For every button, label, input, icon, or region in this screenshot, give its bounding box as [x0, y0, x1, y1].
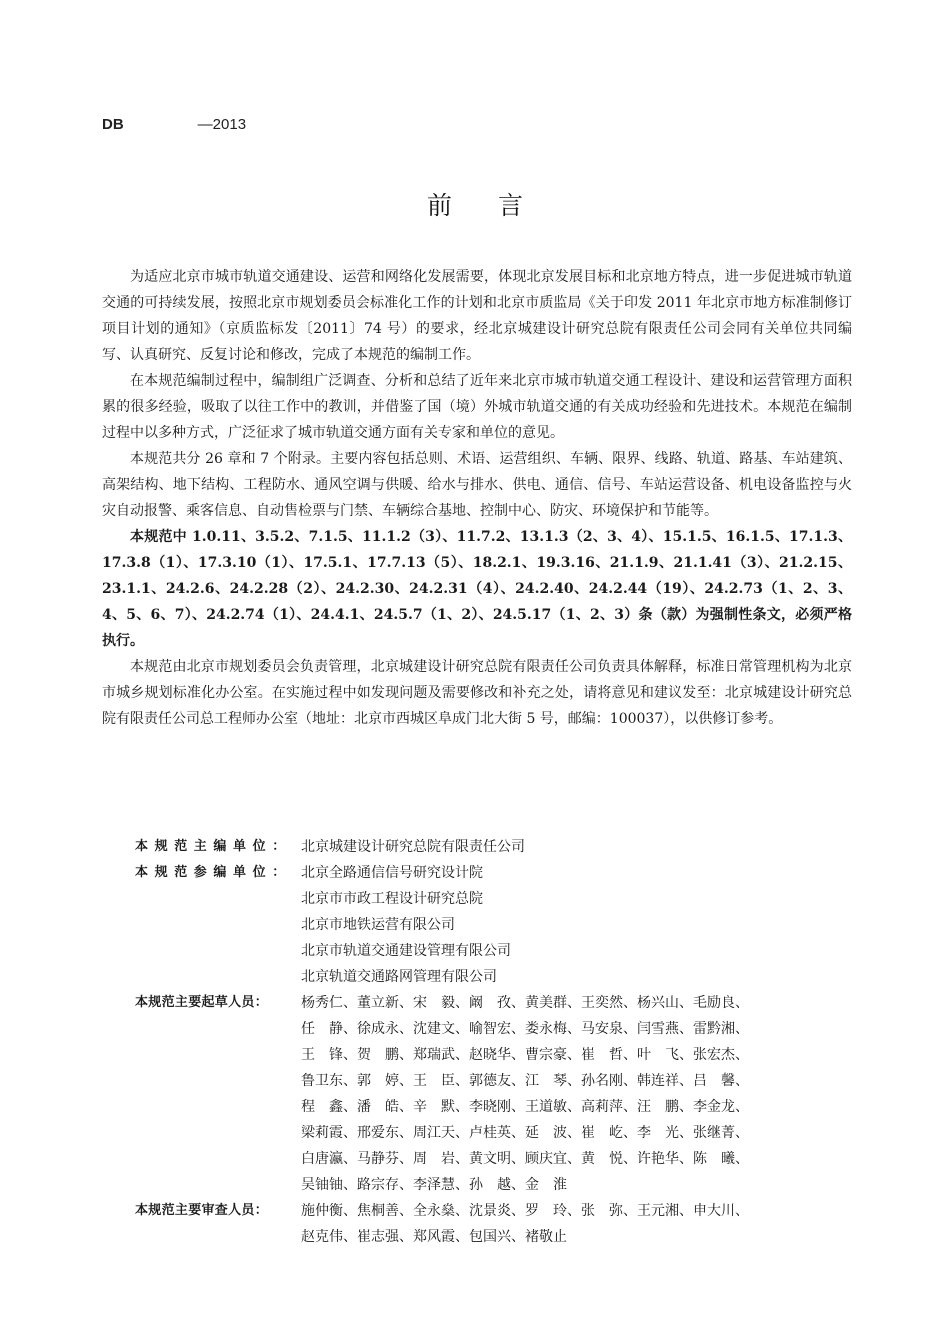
drafters-value [301, 990, 852, 1198]
preface-body [102, 264, 852, 732]
standard-year: —2013 [197, 116, 247, 133]
paragraph-purpose: 为适应北京市城市轨道交通建设、运营和网络化发展需要，体现北京发展目标和北京地方特点，进一步促进城市轨道交通的可持续发展，按照北京市规划委员会标准化工作的计划和北京市质监局《关于印发 2011 年北京市地方标准制修订项目计划的通知》（京质监标发〔2011〕74 号）的要求，经北京城建设计研究总院有限责任公司会同有关单位共同编写、认真研究、反复讨论和修改，完成了本规范的编制工作。 [102, 269, 852, 363]
paragraph-contents: 本规范共分 26 章和 7 个附录。主要内容包括总则、术语、运营组织、车辆、限界、线路、轨道、路基、车站建筑、高架结构、地下结构、工程防水、通风空调与供暖、给水与排水、供电、通信、信号、车站运营设备、机电设备监控与火灾自动报警、乘客信息、自动售检票与门禁、车辆综合基地、控制中心、防灾、环境保护和节能等。 [102, 451, 852, 519]
page-header [102, 116, 246, 133]
page-title: 前言 [426, 191, 569, 220]
drafters-label: 本规范主要起草人员： [135, 995, 269, 1010]
paragraph-management: 本规范由北京市规划委员会负责管理，北京城建设计研究总院有限责任公司负责具体解释，标准日常管理机构为北京市城乡规划标准化办公室。在实施过程中如发现问题及需要修改和补充之处，请将意见和建议发至：北京城建设计研究总院有限责任公司总工程师办公室（地址：北京市西城区阜成门北大街 5 号，邮编：100037），以供修订参考。 [102, 659, 852, 727]
reviewers-line: 施仲衡、焦桐善、全永燊、沈景炎、罗 玲、张 弥、王元湘、申大川、 [301, 1203, 749, 1219]
drafters-line: 梁莉霞、邢爱东、周江天、卢桂英、延 波、崔 屹、李 光、张继菁、 [301, 1125, 749, 1141]
participant-unit: 北京市市政工程设计研究总院 [301, 891, 483, 907]
participants-value [301, 860, 852, 990]
chief-editor-label: 本规范主编单位： [135, 839, 292, 854]
chief-editor-row [102, 834, 852, 860]
reviewers-label: 本规范主要审查人员： [135, 1203, 269, 1218]
drafters-line: 程 鑫、潘 皓、辛 默、李晓刚、王道敏、高莉萍、汪 鹏、李金龙、 [301, 1099, 749, 1115]
drafters-line: 白唐瀛、马静芬、周 岩、黄文明、顾庆宜、黄 悦、许艳华、陈 曦、 [301, 1151, 749, 1167]
drafters-line: 杨秀仁、董立新、宋 毅、阚 孜、黄美群、王奕然、杨兴山、毛励良、 [301, 995, 749, 1011]
participants-row [102, 860, 852, 990]
reviewers-row [102, 1198, 852, 1250]
drafters-row [102, 990, 852, 1198]
paragraph-process: 在本规范编制过程中，编制组广泛调查、分析和总结了近年来北京市城市轨道交通工程设计、建设和运营管理方面积累的很多经验，吸取了以往工作中的教训，并借鉴了国（境）外城市轨道交通的有关成功经验和先进技术。本规范在编制过程中以多种方式，广泛征求了城市轨道交通方面有关专家和单位的意见。 [102, 373, 852, 441]
reviewers-line: 赵克伟、崔志强、郑风霞、包国兴、褚敬止 [301, 1229, 567, 1245]
drafters-line: 吴铀铀、路宗存、李泽慧、孙 越、金 淮 [301, 1177, 567, 1193]
paragraph-mandatory-clauses: 本规范中 1.0.11、3.5.2、7.1.5、11.1.2（3）、11.7.2、13.1.3（2、3、4）、15.1.5、16.1.5、17.1.3、17.3.8（1）、17.3.10（1）、17.5.1、17.7.13（5）、18.2.1、19.3.16、21.1.9、21.1.41（3）、21.2.15、23.1.1、24.2.6、24.2.28（2）、24.2.30、24.2.31（4）、24.2.40、24.2.44（19）、24.2.73（1、2、3、4、5、6、7）、24.2.74（1）、24.4.1、24.5.7（1、2）、24.5.17（1、2、3）条（款）为强制性条文，必须严格执行。 [102, 529, 852, 649]
drafters-line: 任 静、徐成永、沈建文、喻智宏、娄永梅、马安泉、闫雪燕、雷黔湘、 [301, 1021, 749, 1037]
chief-editor-value [301, 834, 852, 860]
reviewers-value [301, 1198, 852, 1250]
participant-unit: 北京全路通信信号研究设计院 [301, 865, 483, 881]
standard-prefix: DB [102, 116, 124, 133]
drafters-line: 王 锋、贺 鹏、郑瑞武、赵晓华、曹宗豪、崔 哲、叶 飞、张宏杰、 [301, 1047, 749, 1063]
participant-unit: 北京市轨道交通建设管理有限公司 [301, 943, 511, 959]
drafters-line: 鲁卫东、郭 婷、王 臣、郭德友、江 琴、孙名刚、韩连祥、吕 馨、 [301, 1073, 749, 1089]
credits-section [102, 834, 852, 1250]
participants-label: 本规范参编单位： [135, 865, 292, 880]
participant-unit: 北京轨道交通路网管理有限公司 [301, 969, 497, 985]
participant-unit: 北京市地铁运营有限公司 [301, 917, 455, 933]
chief-editor-unit: 北京城建设计研究总院有限责任公司 [301, 839, 525, 855]
